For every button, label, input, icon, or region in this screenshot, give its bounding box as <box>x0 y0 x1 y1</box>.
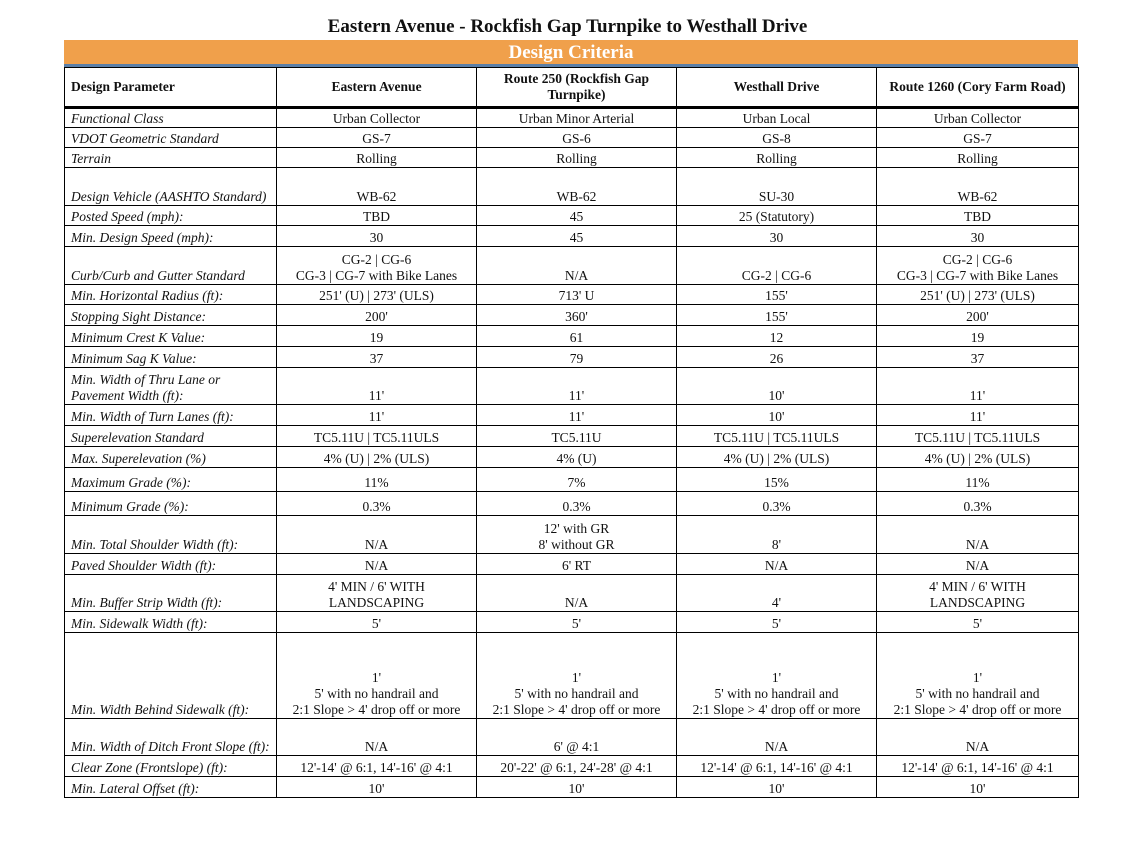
table-row <box>65 554 1079 575</box>
parameter-cell: Paved Shoulder Width (ft): <box>65 554 277 575</box>
table-row <box>65 777 1079 798</box>
value-cell: 8' <box>677 516 877 554</box>
value-cell: N/A <box>477 575 677 612</box>
value-cell: GS-8 <box>677 128 877 148</box>
value-cell: Urban Local <box>677 108 877 128</box>
value-cell: 11' <box>877 405 1079 426</box>
header-row <box>65 68 1079 108</box>
parameter-cell: Min. Width of Thru Lane or Pavement Width (ft): <box>65 368 277 405</box>
value-cell: 12'-14' @ 6:1, 14'-16' @ 4:1 <box>877 756 1079 777</box>
value-cell: 11% <box>277 468 477 492</box>
value-cell: N/A <box>677 719 877 756</box>
value-cell: 4% (U) | 2% (ULS) <box>677 447 877 468</box>
value-cell: Urban Collector <box>877 108 1079 128</box>
value-cell: 5' <box>877 612 1079 633</box>
table-row <box>65 633 1079 719</box>
value-cell: 45 <box>477 226 677 247</box>
value-cell: 12 <box>677 326 877 347</box>
parameter-cell: Min. Total Shoulder Width (ft): <box>65 516 277 554</box>
document-title: Eastern Avenue - Rockfish Gap Turnpike to Westhall Drive <box>327 16 808 37</box>
value-cell: 5' <box>277 612 477 633</box>
value-cell: 4' <box>677 575 877 612</box>
table-row <box>65 426 1079 447</box>
parameter-cell: Clear Zone (Frontslope) (ft): <box>65 756 277 777</box>
parameter-cell: Max. Superelevation (%) <box>65 447 277 468</box>
value-cell: 19 <box>277 326 477 347</box>
value-cell: 10' <box>477 777 677 798</box>
parameter-cell: Posted Speed (mph): <box>65 206 277 226</box>
value-cell: 10' <box>677 368 877 405</box>
value-cell: Rolling <box>677 148 877 168</box>
value-cell: 20'-22' @ 6:1, 24'-28' @ 4:1 <box>477 756 677 777</box>
table-row <box>65 468 1079 492</box>
value-cell: 11' <box>277 368 477 405</box>
value-cell: Urban Minor Arterial <box>477 108 677 128</box>
parameter-cell: Terrain <box>65 148 277 168</box>
table-row <box>65 719 1079 756</box>
value-cell: 251' (U) | 273' (ULS) <box>877 285 1079 305</box>
value-cell: 155' <box>677 305 877 326</box>
value-cell: 61 <box>477 326 677 347</box>
parameter-cell: Min. Lateral Offset (ft): <box>65 777 277 798</box>
value-cell: N/A <box>877 719 1079 756</box>
value-cell: 10' <box>877 777 1079 798</box>
value-cell: N/A <box>277 516 477 554</box>
value-cell: 37 <box>877 347 1079 368</box>
parameter-cell: Maximum Grade (%): <box>65 468 277 492</box>
value-cell: 7% <box>477 468 677 492</box>
table-row <box>65 368 1079 405</box>
value-cell: 5' <box>677 612 877 633</box>
table-row <box>65 612 1079 633</box>
value-cell: N/A <box>877 554 1079 575</box>
value-cell: TBD <box>877 206 1079 226</box>
value-cell: 10' <box>277 777 477 798</box>
value-cell: 4% (U) | 2% (ULS) <box>877 447 1079 468</box>
table-row <box>65 447 1079 468</box>
value-cell: 45 <box>477 206 677 226</box>
parameter-cell: Minimum Crest K Value: <box>65 326 277 347</box>
parameter-cell: Min. Width of Turn Lanes (ft): <box>65 405 277 426</box>
value-cell: 0.3% <box>877 492 1079 516</box>
value-cell: Rolling <box>877 148 1079 168</box>
table-row <box>65 148 1079 168</box>
value-cell: 12'-14' @ 6:1, 14'-16' @ 4:1 <box>277 756 477 777</box>
parameter-cell: Minimum Grade (%): <box>65 492 277 516</box>
parameter-cell: Stopping Sight Distance: <box>65 305 277 326</box>
value-cell: 26 <box>677 347 877 368</box>
table-row <box>65 285 1079 305</box>
parameter-cell: Min. Horizontal Radius (ft): <box>65 285 277 305</box>
table-row <box>65 492 1079 516</box>
value-cell: TC5.11U | TC5.11ULS <box>277 426 477 447</box>
value-cell: 360' <box>477 305 677 326</box>
value-cell: CG-2 | CG-6 <box>677 247 877 285</box>
value-cell: 1' 5' with no handrail and 2:1 Slope > 4' drop off or more <box>877 633 1079 719</box>
value-cell: 11' <box>277 405 477 426</box>
value-cell: 1' 5' with no handrail and 2:1 Slope > 4' drop off or more <box>277 633 477 719</box>
value-cell: WB-62 <box>877 168 1079 206</box>
table-row <box>65 756 1079 777</box>
value-cell: TC5.11U | TC5.11ULS <box>677 426 877 447</box>
table-row <box>65 206 1079 226</box>
parameter-cell: Min. Width Behind Sidewalk (ft): <box>65 633 277 719</box>
value-cell: WB-62 <box>277 168 477 206</box>
value-cell: CG-2 | CG-6 CG-3 | CG-7 with Bike Lanes <box>877 247 1079 285</box>
parameter-cell: Curb/Curb and Gutter Standard <box>65 247 277 285</box>
parameter-cell: Minimum Sag K Value: <box>65 347 277 368</box>
table-row <box>65 108 1079 128</box>
value-cell: 30 <box>877 226 1079 247</box>
value-cell: 19 <box>877 326 1079 347</box>
value-cell: 0.3% <box>477 492 677 516</box>
value-cell: 11% <box>877 468 1079 492</box>
value-cell: 11' <box>477 405 677 426</box>
value-cell: 11' <box>477 368 677 405</box>
value-cell: 0.3% <box>277 492 477 516</box>
value-cell: 30 <box>277 226 477 247</box>
parameter-cell: Min. Design Speed (mph): <box>65 226 277 247</box>
table-row <box>65 575 1079 612</box>
design-criteria-banner: Design Criteria <box>64 40 1078 64</box>
value-cell: 79 <box>477 347 677 368</box>
value-cell: 5' <box>477 612 677 633</box>
value-cell: GS-7 <box>877 128 1079 148</box>
table-row <box>65 128 1079 148</box>
value-cell: 30 <box>677 226 877 247</box>
value-cell: 10' <box>677 405 877 426</box>
value-cell: 6' @ 4:1 <box>477 719 677 756</box>
value-cell: 6' RT <box>477 554 677 575</box>
value-cell: 1' 5' with no handrail and 2:1 Slope > 4' drop off or more <box>677 633 877 719</box>
value-cell: TC5.11U <box>477 426 677 447</box>
value-cell: WB-62 <box>477 168 677 206</box>
value-cell: N/A <box>677 554 877 575</box>
table-row <box>65 405 1079 426</box>
value-cell: N/A <box>877 516 1079 554</box>
design-criteria-table <box>64 67 1079 798</box>
table-row <box>65 226 1079 247</box>
table-row <box>65 305 1079 326</box>
parameter-cell: Superelevation Standard <box>65 426 277 447</box>
value-cell: 4% (U) | 2% (ULS) <box>277 447 477 468</box>
value-cell: 11' <box>877 368 1079 405</box>
table-row <box>65 516 1079 554</box>
value-cell: SU-30 <box>677 168 877 206</box>
value-cell: Urban Collector <box>277 108 477 128</box>
parameter-cell: Functional Class <box>65 108 277 128</box>
column-header: Route 1260 (Cory Farm Road) <box>877 68 1079 108</box>
value-cell: 37 <box>277 347 477 368</box>
value-cell: Rolling <box>277 148 477 168</box>
table-row <box>65 326 1079 347</box>
value-cell: 1' 5' with no handrail and 2:1 Slope > 4' drop off or more <box>477 633 677 719</box>
value-cell: 251' (U) | 273' (ULS) <box>277 285 477 305</box>
value-cell: 0.3% <box>677 492 877 516</box>
value-cell: 200' <box>277 305 477 326</box>
parameter-cell: Min. Sidewalk Width (ft): <box>65 612 277 633</box>
column-header: Westhall Drive <box>677 68 877 108</box>
value-cell: 4' MIN / 6' WITH LANDSCAPING <box>877 575 1079 612</box>
table-row <box>65 247 1079 285</box>
value-cell: N/A <box>477 247 677 285</box>
value-cell: 713' U <box>477 285 677 305</box>
value-cell: 12' with GR 8' without GR <box>477 516 677 554</box>
table-row <box>65 168 1079 206</box>
value-cell: 4% (U) <box>477 447 677 468</box>
value-cell: 4' MIN / 6' WITH LANDSCAPING <box>277 575 477 612</box>
parameter-cell: Design Vehicle (AASHTO Standard) <box>65 168 277 206</box>
value-cell: 25 (Statutory) <box>677 206 877 226</box>
column-header: Design Parameter <box>65 68 277 108</box>
value-cell: GS-7 <box>277 128 477 148</box>
value-cell: CG-2 | CG-6 CG-3 | CG-7 with Bike Lanes <box>277 247 477 285</box>
column-header: Eastern Avenue <box>277 68 477 108</box>
parameter-cell: VDOT Geometric Standard <box>65 128 277 148</box>
value-cell: TBD <box>277 206 477 226</box>
value-cell: GS-6 <box>477 128 677 148</box>
parameter-cell: Min. Width of Ditch Front Slope (ft): <box>65 719 277 756</box>
value-cell: 15% <box>677 468 877 492</box>
column-header: Route 250 (Rockfish Gap Turnpike) <box>477 68 677 108</box>
parameter-cell: Min. Buffer Strip Width (ft): <box>65 575 277 612</box>
value-cell: N/A <box>277 554 477 575</box>
value-cell: 12'-14' @ 6:1, 14'-16' @ 4:1 <box>677 756 877 777</box>
table-row <box>65 347 1079 368</box>
value-cell: TC5.11U | TC5.11ULS <box>877 426 1079 447</box>
value-cell: 10' <box>677 777 877 798</box>
value-cell: N/A <box>277 719 477 756</box>
value-cell: 200' <box>877 305 1079 326</box>
value-cell: 155' <box>677 285 877 305</box>
value-cell: Rolling <box>477 148 677 168</box>
